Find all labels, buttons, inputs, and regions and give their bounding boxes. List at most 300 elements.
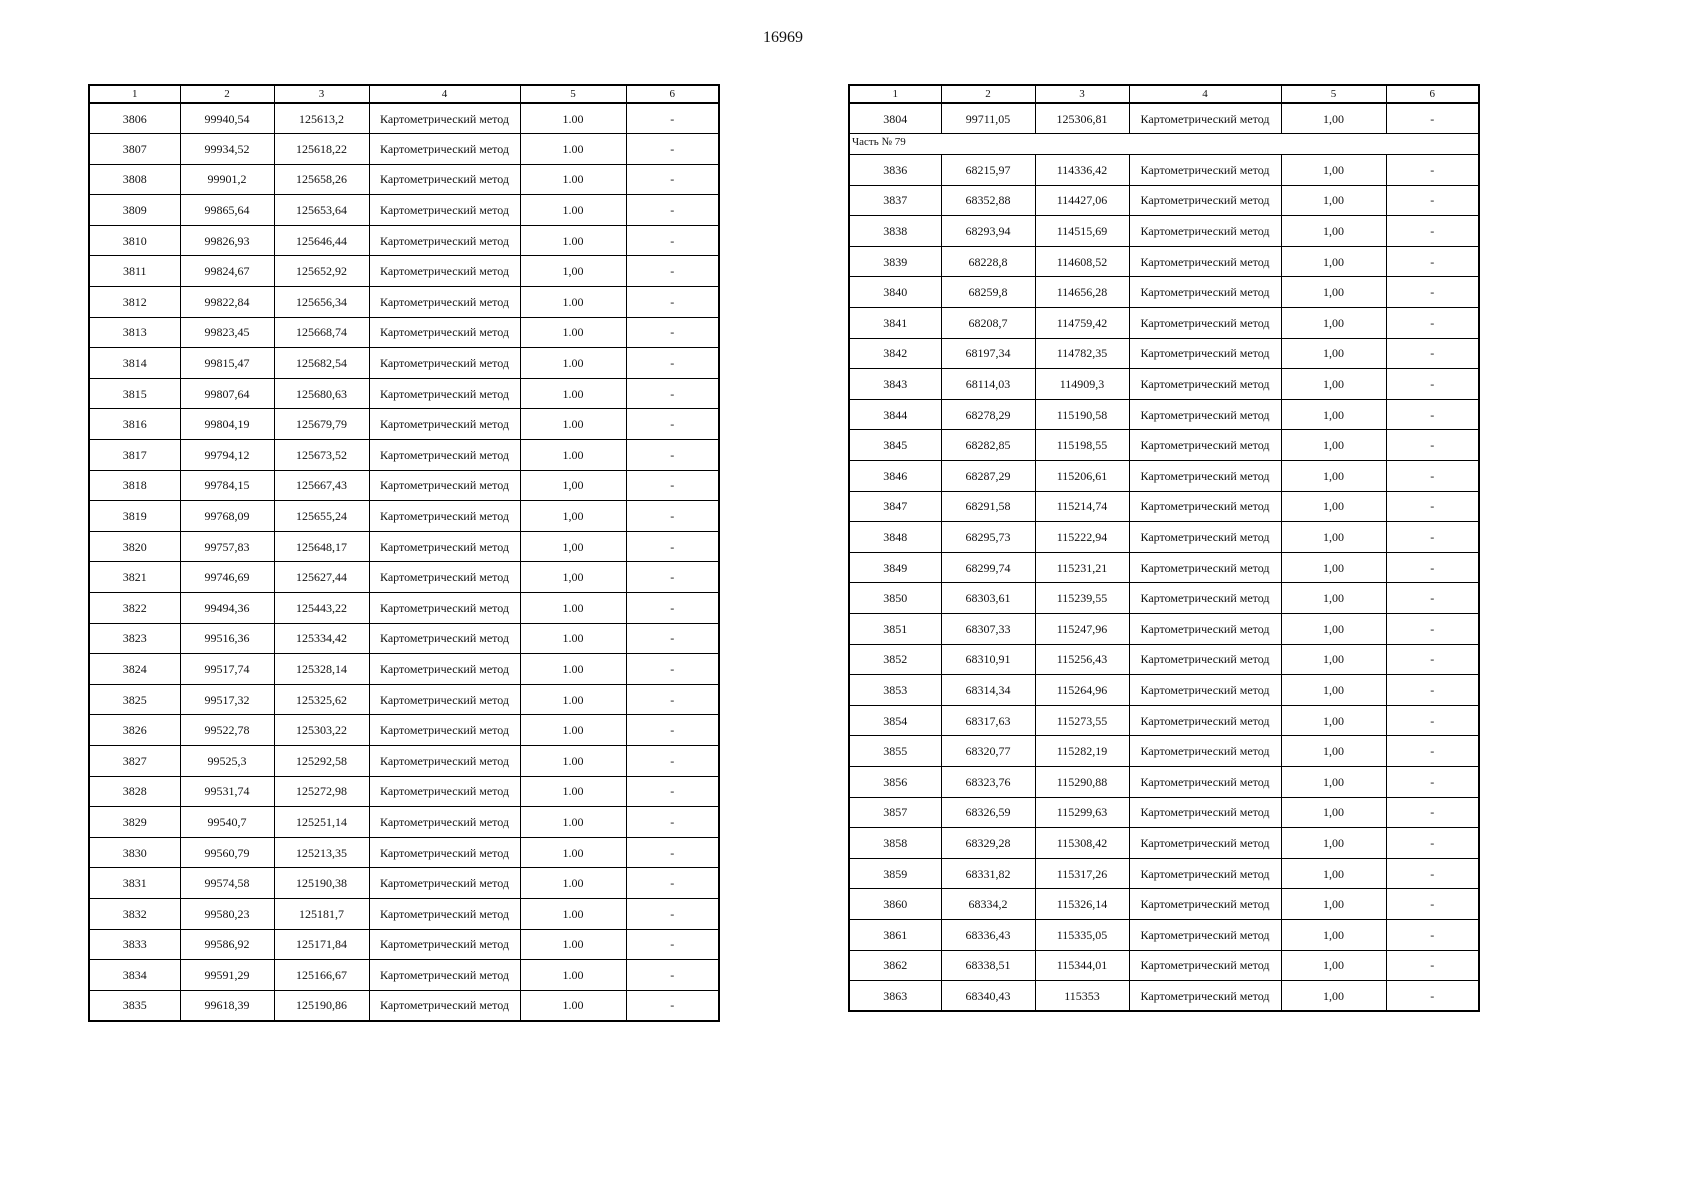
- table-row: [89, 807, 719, 838]
- point-number-cell: 3804: [849, 103, 941, 134]
- accuracy-cell: 1,00: [1281, 216, 1386, 247]
- method-cell: Картометрический метод: [369, 378, 520, 409]
- method-cell: Картометрический метод: [1129, 736, 1281, 767]
- column-header-3: 3: [1035, 85, 1129, 103]
- accuracy-cell: 1.00: [520, 623, 626, 654]
- accuracy-cell: 1.00: [520, 440, 626, 471]
- note-cell: -: [626, 225, 719, 256]
- note-cell: -: [1386, 828, 1479, 859]
- method-cell: Картометрический метод: [369, 195, 520, 226]
- accuracy-cell: 1,00: [1281, 185, 1386, 216]
- table-row: [849, 919, 1479, 950]
- note-cell: -: [1386, 919, 1479, 950]
- column-header-6: 6: [626, 85, 719, 103]
- table-header: [89, 85, 719, 103]
- x-coordinate-cell: 99522,78: [180, 715, 274, 746]
- coordinates-table-left: [88, 84, 720, 1022]
- y-coordinate-cell: 125655,24: [274, 501, 369, 532]
- accuracy-cell: 1,00: [1281, 766, 1386, 797]
- method-cell: Картометрический метод: [369, 960, 520, 991]
- method-cell: Картометрический метод: [1129, 308, 1281, 339]
- table-row: [849, 950, 1479, 981]
- y-coordinate-cell: 115290,88: [1035, 766, 1129, 797]
- y-coordinate-cell: 115335,05: [1035, 919, 1129, 950]
- note-cell: -: [1386, 155, 1479, 186]
- method-cell: Картометрический метод: [1129, 246, 1281, 277]
- y-coordinate-cell: 125618,22: [274, 134, 369, 165]
- accuracy-cell: 1.00: [520, 593, 626, 624]
- x-coordinate-cell: 99516,36: [180, 623, 274, 654]
- method-cell: Картометрический метод: [1129, 277, 1281, 308]
- x-coordinate-cell: 68299,74: [941, 552, 1035, 583]
- point-number-cell: 3822: [89, 593, 180, 624]
- header-row: [89, 85, 719, 103]
- y-coordinate-cell: 125306,81: [1035, 103, 1129, 134]
- x-coordinate-cell: 68310,91: [941, 644, 1035, 675]
- x-coordinate-cell: 68114,03: [941, 369, 1035, 400]
- table-row: [89, 409, 719, 440]
- y-coordinate-cell: 125679,79: [274, 409, 369, 440]
- table-row: [89, 715, 719, 746]
- point-number-cell: 3854: [849, 705, 941, 736]
- note-cell: -: [1386, 103, 1479, 134]
- method-cell: Картометрический метод: [1129, 858, 1281, 889]
- note-cell: -: [1386, 522, 1479, 553]
- table-row: [849, 522, 1479, 553]
- note-cell: -: [1386, 185, 1479, 216]
- y-coordinate-cell: 125213,35: [274, 837, 369, 868]
- note-cell: -: [1386, 583, 1479, 614]
- accuracy-cell: 1,00: [1281, 705, 1386, 736]
- method-cell: Картометрический метод: [369, 225, 520, 256]
- x-coordinate-cell: 99823,45: [180, 317, 274, 348]
- table-row: [849, 103, 1479, 134]
- x-coordinate-cell: 99517,32: [180, 684, 274, 715]
- column-header-4: 4: [1129, 85, 1281, 103]
- point-number-cell: 3807: [89, 134, 180, 165]
- accuracy-cell: 1.00: [520, 807, 626, 838]
- point-number-cell: 3850: [849, 583, 941, 614]
- x-coordinate-cell: 68329,28: [941, 828, 1035, 859]
- note-cell: -: [626, 409, 719, 440]
- point-number-cell: 3829: [89, 807, 180, 838]
- point-number-cell: 3821: [89, 562, 180, 593]
- method-cell: Картометрический метод: [1129, 461, 1281, 492]
- point-number-cell: 3859: [849, 858, 941, 889]
- accuracy-cell: 1.00: [520, 929, 626, 960]
- point-number-cell: 3806: [89, 103, 180, 134]
- x-coordinate-cell: 99824,67: [180, 256, 274, 287]
- x-coordinate-cell: 99826,93: [180, 225, 274, 256]
- y-coordinate-cell: 115326,14: [1035, 889, 1129, 920]
- table-row: [89, 776, 719, 807]
- accuracy-cell: 1,00: [1281, 981, 1386, 1012]
- note-cell: -: [1386, 308, 1479, 339]
- accuracy-cell: 1,00: [1281, 828, 1386, 859]
- note-cell: -: [626, 317, 719, 348]
- accuracy-cell: 1.00: [520, 287, 626, 318]
- point-number-cell: 3836: [849, 155, 941, 186]
- note-cell: -: [626, 929, 719, 960]
- note-cell: -: [626, 745, 719, 776]
- x-coordinate-cell: 68338,51: [941, 950, 1035, 981]
- note-cell: -: [1386, 369, 1479, 400]
- x-coordinate-cell: 68287,29: [941, 461, 1035, 492]
- table-row: [89, 898, 719, 929]
- accuracy-cell: 1.00: [520, 715, 626, 746]
- x-coordinate-cell: 99711,05: [941, 103, 1035, 134]
- table-row: [89, 103, 719, 134]
- x-coordinate-cell: 68215,97: [941, 155, 1035, 186]
- table-row: [89, 531, 719, 562]
- point-number-cell: 3860: [849, 889, 941, 920]
- y-coordinate-cell: 114656,28: [1035, 277, 1129, 308]
- note-cell: -: [626, 898, 719, 929]
- x-coordinate-cell: 99757,83: [180, 531, 274, 562]
- point-number-cell: 3840: [849, 277, 941, 308]
- point-number-cell: 3844: [849, 399, 941, 430]
- note-cell: -: [626, 807, 719, 838]
- note-cell: -: [626, 562, 719, 593]
- note-cell: -: [626, 776, 719, 807]
- accuracy-cell: 1,00: [1281, 338, 1386, 369]
- column-header-3: 3: [274, 85, 369, 103]
- method-cell: Картометрический метод: [1129, 185, 1281, 216]
- accuracy-cell: 1.00: [520, 317, 626, 348]
- method-cell: Картометрический метод: [369, 562, 520, 593]
- x-coordinate-cell: 99768,09: [180, 501, 274, 532]
- x-coordinate-cell: 99784,15: [180, 470, 274, 501]
- note-cell: -: [626, 623, 719, 654]
- method-cell: Картометрический метод: [1129, 491, 1281, 522]
- method-cell: Картометрический метод: [369, 837, 520, 868]
- table-row: [89, 225, 719, 256]
- point-number-cell: 3848: [849, 522, 941, 553]
- method-cell: Картометрический метод: [1129, 552, 1281, 583]
- accuracy-cell: 1,00: [1281, 103, 1386, 134]
- x-coordinate-cell: 68293,94: [941, 216, 1035, 247]
- point-number-cell: 3826: [89, 715, 180, 746]
- accuracy-cell: 1.00: [520, 868, 626, 899]
- note-cell: -: [1386, 889, 1479, 920]
- section-label: Часть № 79: [849, 134, 1479, 155]
- point-number-cell: 3819: [89, 501, 180, 532]
- table-row: [89, 287, 719, 318]
- x-coordinate-cell: 99804,19: [180, 409, 274, 440]
- accuracy-cell: 1.00: [520, 684, 626, 715]
- y-coordinate-cell: 125667,43: [274, 470, 369, 501]
- accuracy-cell: 1.00: [520, 103, 626, 134]
- point-number-cell: 3835: [89, 990, 180, 1021]
- y-coordinate-cell: 125190,38: [274, 868, 369, 899]
- x-coordinate-cell: 68278,29: [941, 399, 1035, 430]
- y-coordinate-cell: 114427,06: [1035, 185, 1129, 216]
- point-number-cell: 3847: [849, 491, 941, 522]
- point-number-cell: 3832: [89, 898, 180, 929]
- note-cell: -: [626, 868, 719, 899]
- point-number-cell: 3808: [89, 164, 180, 195]
- method-cell: Картометрический метод: [1129, 614, 1281, 645]
- table-row: [849, 185, 1479, 216]
- point-number-cell: 3814: [89, 348, 180, 379]
- accuracy-cell: 1,00: [1281, 950, 1386, 981]
- table-row: [849, 430, 1479, 461]
- table-row: [89, 256, 719, 287]
- x-coordinate-cell: 68307,33: [941, 614, 1035, 645]
- y-coordinate-cell: 115247,96: [1035, 614, 1129, 645]
- y-coordinate-cell: 115190,58: [1035, 399, 1129, 430]
- table-row: [849, 797, 1479, 828]
- accuracy-cell: 1,00: [1281, 461, 1386, 492]
- note-cell: -: [1386, 766, 1479, 797]
- x-coordinate-cell: 99574,58: [180, 868, 274, 899]
- method-cell: Картометрический метод: [1129, 797, 1281, 828]
- y-coordinate-cell: 125646,44: [274, 225, 369, 256]
- point-number-cell: 3849: [849, 552, 941, 583]
- table-row: [849, 583, 1479, 614]
- point-number-cell: 3857: [849, 797, 941, 828]
- method-cell: Картометрический метод: [369, 745, 520, 776]
- accuracy-cell: 1,00: [1281, 522, 1386, 553]
- point-number-cell: 3810: [89, 225, 180, 256]
- method-cell: Картометрический метод: [1129, 155, 1281, 186]
- accuracy-cell: 1.00: [520, 990, 626, 1021]
- y-coordinate-cell: 125166,67: [274, 960, 369, 991]
- x-coordinate-cell: 68282,85: [941, 430, 1035, 461]
- note-cell: -: [1386, 552, 1479, 583]
- x-coordinate-cell: 68340,43: [941, 981, 1035, 1012]
- note-cell: -: [626, 531, 719, 562]
- note-cell: -: [626, 654, 719, 685]
- y-coordinate-cell: 125325,62: [274, 684, 369, 715]
- note-cell: -: [626, 164, 719, 195]
- table-row: [89, 195, 719, 226]
- y-coordinate-cell: 115206,61: [1035, 461, 1129, 492]
- x-coordinate-cell: 99580,23: [180, 898, 274, 929]
- coordinates-table-right: [848, 84, 1480, 1012]
- note-cell: -: [626, 470, 719, 501]
- note-cell: -: [1386, 246, 1479, 277]
- x-coordinate-cell: 68259,8: [941, 277, 1035, 308]
- table-row: [89, 623, 719, 654]
- point-number-cell: 3817: [89, 440, 180, 471]
- method-cell: Картометрический метод: [369, 348, 520, 379]
- column-header-6: 6: [1386, 85, 1479, 103]
- column-header-5: 5: [1281, 85, 1386, 103]
- table-row: [849, 552, 1479, 583]
- table-row: [89, 164, 719, 195]
- y-coordinate-cell: 114336,42: [1035, 155, 1129, 186]
- method-cell: Картометрический метод: [1129, 338, 1281, 369]
- method-cell: Картометрический метод: [1129, 216, 1281, 247]
- point-number-cell: 3823: [89, 623, 180, 654]
- note-cell: -: [1386, 797, 1479, 828]
- note-cell: -: [1386, 491, 1479, 522]
- note-cell: -: [1386, 981, 1479, 1012]
- method-cell: Картометрический метод: [1129, 705, 1281, 736]
- point-number-cell: 3820: [89, 531, 180, 562]
- accuracy-cell: 1.00: [520, 745, 626, 776]
- method-cell: Картометрический метод: [369, 409, 520, 440]
- accuracy-cell: 1.00: [520, 409, 626, 440]
- accuracy-cell: 1,00: [1281, 308, 1386, 339]
- y-coordinate-cell: 114608,52: [1035, 246, 1129, 277]
- table-row: [89, 501, 719, 532]
- y-coordinate-cell: 125680,63: [274, 378, 369, 409]
- table-row: [849, 614, 1479, 645]
- column-header-2: 2: [180, 85, 274, 103]
- x-coordinate-cell: 99865,64: [180, 195, 274, 226]
- x-coordinate-cell: 68336,43: [941, 919, 1035, 950]
- accuracy-cell: 1.00: [520, 837, 626, 868]
- y-coordinate-cell: 125627,44: [274, 562, 369, 593]
- table-row: [89, 348, 719, 379]
- table-row: [89, 378, 719, 409]
- point-number-cell: 3861: [849, 919, 941, 950]
- method-cell: Картометрический метод: [1129, 583, 1281, 614]
- method-cell: Картометрический метод: [369, 990, 520, 1021]
- table-row: [849, 246, 1479, 277]
- y-coordinate-cell: 115222,94: [1035, 522, 1129, 553]
- table-row: [849, 461, 1479, 492]
- y-coordinate-cell: 125190,86: [274, 990, 369, 1021]
- y-coordinate-cell: 125656,34: [274, 287, 369, 318]
- point-number-cell: 3830: [89, 837, 180, 868]
- accuracy-cell: 1,00: [520, 501, 626, 532]
- x-coordinate-cell: 68295,73: [941, 522, 1035, 553]
- y-coordinate-cell: 115256,43: [1035, 644, 1129, 675]
- method-cell: Картометрический метод: [1129, 828, 1281, 859]
- method-cell: Картометрический метод: [1129, 675, 1281, 706]
- note-cell: -: [1386, 461, 1479, 492]
- method-cell: Картометрический метод: [369, 317, 520, 348]
- point-number-cell: 3863: [849, 981, 941, 1012]
- accuracy-cell: 1,00: [1281, 430, 1386, 461]
- y-coordinate-cell: 115282,19: [1035, 736, 1129, 767]
- note-cell: -: [626, 348, 719, 379]
- table-body: [89, 103, 719, 1021]
- point-number-cell: 3843: [849, 369, 941, 400]
- accuracy-cell: 1,00: [520, 470, 626, 501]
- method-cell: Картометрический метод: [1129, 889, 1281, 920]
- method-cell: Картометрический метод: [369, 440, 520, 471]
- method-cell: Картометрический метод: [369, 287, 520, 318]
- note-cell: -: [626, 501, 719, 532]
- table-row: [89, 990, 719, 1021]
- method-cell: Картометрический метод: [369, 103, 520, 134]
- accuracy-cell: 1,00: [1281, 736, 1386, 767]
- x-coordinate-cell: 99560,79: [180, 837, 274, 868]
- x-coordinate-cell: 99807,64: [180, 378, 274, 409]
- point-number-cell: 3827: [89, 745, 180, 776]
- table-row: [849, 491, 1479, 522]
- y-coordinate-cell: 115264,96: [1035, 675, 1129, 706]
- table-row: [849, 828, 1479, 859]
- y-coordinate-cell: 125272,98: [274, 776, 369, 807]
- table-body: [849, 103, 1479, 1011]
- x-coordinate-cell: 99815,47: [180, 348, 274, 379]
- method-cell: Картометрический метод: [369, 776, 520, 807]
- y-coordinate-cell: 125443,22: [274, 593, 369, 624]
- y-coordinate-cell: 115239,55: [1035, 583, 1129, 614]
- accuracy-cell: 1,00: [1281, 369, 1386, 400]
- note-cell: -: [626, 103, 719, 134]
- accuracy-cell: 1.00: [520, 776, 626, 807]
- accuracy-cell: 1.00: [520, 654, 626, 685]
- point-number-cell: 3852: [849, 644, 941, 675]
- y-coordinate-cell: 125292,58: [274, 745, 369, 776]
- table-row: [849, 705, 1479, 736]
- accuracy-cell: 1.00: [520, 195, 626, 226]
- y-coordinate-cell: 125181,7: [274, 898, 369, 929]
- point-number-cell: 3833: [89, 929, 180, 960]
- x-coordinate-cell: 68326,59: [941, 797, 1035, 828]
- y-coordinate-cell: 115198,55: [1035, 430, 1129, 461]
- note-cell: -: [1386, 614, 1479, 645]
- table-row: [89, 562, 719, 593]
- accuracy-cell: 1,00: [1281, 614, 1386, 645]
- y-coordinate-cell: 115273,55: [1035, 705, 1129, 736]
- x-coordinate-cell: 99525,3: [180, 745, 274, 776]
- method-cell: Картометрический метод: [369, 929, 520, 960]
- note-cell: -: [626, 287, 719, 318]
- point-number-cell: 3834: [89, 960, 180, 991]
- accuracy-cell: 1.00: [520, 898, 626, 929]
- x-coordinate-cell: 99822,84: [180, 287, 274, 318]
- section-row: [849, 134, 1479, 155]
- y-coordinate-cell: 125328,14: [274, 654, 369, 685]
- table-header: [849, 85, 1479, 103]
- x-coordinate-cell: 99494,36: [180, 593, 274, 624]
- accuracy-cell: 1,00: [1281, 277, 1386, 308]
- x-coordinate-cell: 99517,74: [180, 654, 274, 685]
- method-cell: Картометрический метод: [369, 807, 520, 838]
- table-row: [849, 277, 1479, 308]
- note-cell: -: [626, 990, 719, 1021]
- method-cell: Картометрический метод: [369, 501, 520, 532]
- point-number-cell: 3841: [849, 308, 941, 339]
- x-coordinate-cell: 99531,74: [180, 776, 274, 807]
- note-cell: -: [626, 256, 719, 287]
- method-cell: Картометрический метод: [1129, 399, 1281, 430]
- y-coordinate-cell: 125251,14: [274, 807, 369, 838]
- y-coordinate-cell: 125673,52: [274, 440, 369, 471]
- point-number-cell: 3825: [89, 684, 180, 715]
- y-coordinate-cell: 125648,17: [274, 531, 369, 562]
- accuracy-cell: 1,00: [1281, 552, 1386, 583]
- point-number-cell: 3858: [849, 828, 941, 859]
- table-row: [89, 684, 719, 715]
- method-cell: Картометрический метод: [369, 868, 520, 899]
- method-cell: Картометрический метод: [1129, 950, 1281, 981]
- method-cell: Картометрический метод: [369, 684, 520, 715]
- y-coordinate-cell: 115317,26: [1035, 858, 1129, 889]
- method-cell: Картометрический метод: [1129, 103, 1281, 134]
- table-row: [849, 338, 1479, 369]
- point-number-cell: 3845: [849, 430, 941, 461]
- table-row: [89, 440, 719, 471]
- point-number-cell: 3812: [89, 287, 180, 318]
- column-header-1: 1: [849, 85, 941, 103]
- accuracy-cell: 1,00: [1281, 155, 1386, 186]
- y-coordinate-cell: 115308,42: [1035, 828, 1129, 859]
- table-row: [849, 369, 1479, 400]
- note-cell: -: [1386, 950, 1479, 981]
- table-row: [849, 736, 1479, 767]
- x-coordinate-cell: 68317,63: [941, 705, 1035, 736]
- method-cell: Картометрический метод: [369, 715, 520, 746]
- table-row: [89, 868, 719, 899]
